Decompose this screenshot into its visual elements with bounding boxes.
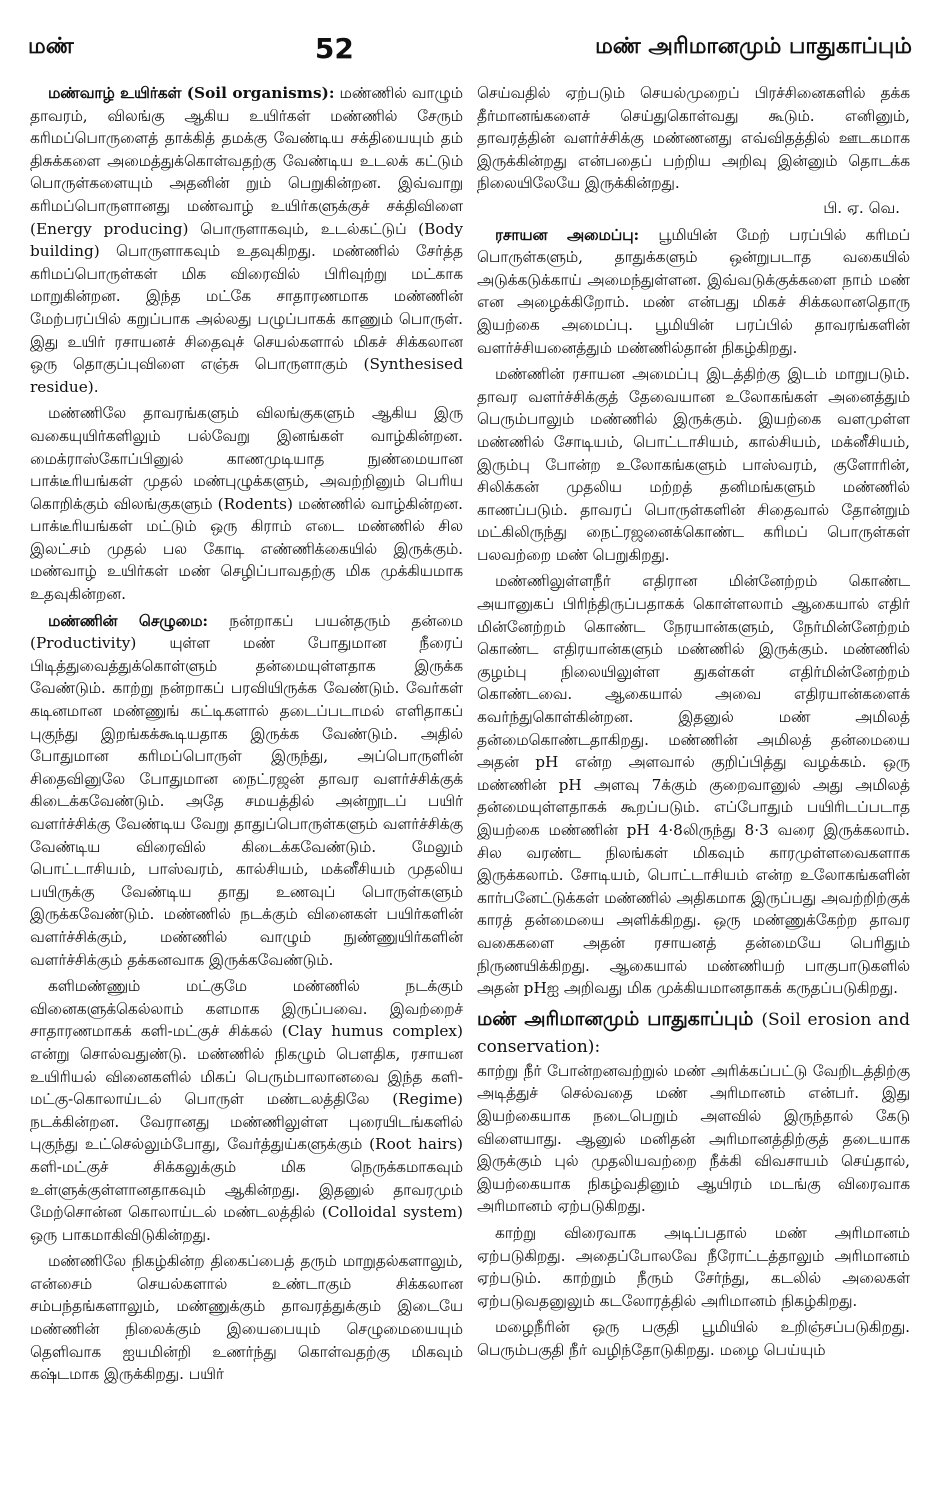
paragraph-soil-fertility (30, 610, 463, 972)
paragraph-lead: மண்வாழ் உயிர்கள் (Soil organisms): (48, 84, 335, 102)
paragraph-body: மண்ணில் வாழும் தாவரம், விலங்கு ஆகிய உயிர்கள் மண்ணில் சேரும் கரிமப்பொருளைத் தாக்கித் தமக்கு வேண்டிய சக்தியையும் தம் திசுக்களை அமைத்துக்கொள்வதற்கு வேண்டிய உடலக் கட்டும் பொருள்களையும் அதனின் றும் பெறுகின்றன. இவ்வாறு கரிமப்பொருளானது மண்வாழ் உயிர்களுக்குச் சக்திவிளை (Energy producing) பொருளாகவும், உடல்கட்டுப் (Body building) பொருளாகவும் உதவுகிறது. மண்ணில் சேர்த்த கரிமப்பொருள்கள் மிக விரைவில் பிரிவுற்று மட்காக மாறுகின்றன. இந்த மட்கே சாதாரணமாக மண்ணின் மேற்பரப்பில் கறுப்பாக அல்லது பழுப்பாகக் காணும் பொருள். இது உயிர் ரசாயனச் சிதைவுச் செயல்களால் மிகச் சிக்கலான ஒரு தொகுப்புவிளை எஞ்சு பொருளாகும் (Synthesised residue). (30, 84, 463, 396)
page-number: 52 (314, 31, 354, 65)
paragraph: காற்று விரைவாக அடிப்பதால் மண் அரிமானம் ஏற்படுகிறது. அதைப்போலவே நீரோட்டத்தாலும் அரிமானம் ஏற்படும். காற்றும் நீரும் சேர்ந்து, கடலில் அலைகள் ஏற்படுவதனுலும் கடலோரத்தில் அரிமானம் நிகழ்கிறது. (477, 1223, 910, 1310)
paragraph: மண்ணின் ரசாயன அமைப்பு இடத்திற்கு இடம் மாறுபடும். தாவர வளர்ச்சிக்குத் தேவையான உலோகங்கள் அனைத்தும் பெரும்பாலும் மண்ணில் இருக்கும். இயற்கை வளமுள்ள மண்ணில் சோடியம், பொட்டாசியம், கால்சியம், மக்னீசியம், இரும்பு போன்ற உலோகங்களும் பாஸ்வரம், குளோரின், சிலிக்கன் முதலிய மற்றத் தனிமங்களும் மண்ணில் காணப்படும். தாவரப் பொருள்களின் சிதைவால் தோன்றும் மட்கிலிருந்து நைட்ரஜனைக்கொண்ட கரிமப் பொருள்கள் பலவற்றை மண் பெறுகிறது. (477, 365, 910, 564)
left-column (30, 82, 463, 1477)
paragraph-body: பூமியின் மேற் பரப்பில் கரிமப் பொருள்களும், தாதுக்களும் ஒன்றுபடாத வகையில் அடுக்கடுக்காய் அமைந்துள்ளன. இவ்வடுக்குக்களை நாம் மண் என அழைக்கிறோம். மண் என்பது மிகச் சிக்கலானதொரு இயற்கை அமைப்பு. பூமியின் பரப்பில் தாவரங்களின் வளர்ச்சியனைத்தும் மண்ணில்தான் நிகழ்கிறது. (477, 225, 910, 357)
paragraph-chemical-composition (477, 224, 910, 360)
paragraph: களிமண்ணும் மட்குமே மண்ணில் நடக்கும் வினைகளுக்கெல்லாம் களமாக இருப்பவை. இவற்றைச் சாதாரணமாகக் களி-மட்குச் சிக்கல் (Clay humus complex) என்று சொல்வதுண்டு. மண்ணில் நிகழும் பௌதிக, ரசாயன உயிரியல் வினைகளில் மிகப் பெரும்பாலானவை இந்த களி-மட்கு-கொலாய்டல் பொருள் மண்டலத்திலே (Regime) நடக்கின்றன. வேரானது மண்ணிலுள்ள புரையிடங்களில் புகுந்து உட்செல்லும்போது, வேர்த்துய்களுக்கும் (Root hairs) களி-மட்குச் சிக்கலுக்கும் மிக நெருக்கமாகவும் உள்ளுக்குள்ளானதாகவும் ஆகின்றது. இதனுல் தாவரமும் மேற்சொன்ன கொலாய்டல் மண்டலத்தில் (Colloidal system) ஒரு பாகமாகிவிடுகின்றது. (30, 977, 463, 1244)
paragraph-lead: மண்ணின் செழுமை: (48, 611, 209, 630)
section-title-english: (Soil erosion and conservation): (477, 1009, 910, 1057)
paragraph: மண்ணிலே நிகழ்கின்ற திகைப்பைத் தரும் மாறுதல்களாலும், என்சைம் செயல்களால் உண்டாகும் சிக்கலான சம்பந்தங்களாலும், மண்ணுக்கும் தாவரத்துக்கும் இடையே மண்ணின் நிலைக்கும் இயைபையும் செழுமையையும் தெளிவாக ஐயமின்றி உணர்ந்து கொள்வதற்கு மிகவும் கஷ்டமாக இருக்கிறது. பயிர் (30, 1252, 463, 1384)
author-initials: பி. ஏ. வெ. (823, 198, 900, 217)
paragraph-soil-organisms (30, 82, 463, 398)
section-heading (477, 1006, 910, 1060)
running-head-right: மண் அரிமானமும் பாதுகாப்பும் (595, 34, 912, 59)
right-column (477, 82, 910, 1477)
paragraph: மழைநீரின் ஒரு பகுதி பூமியில் உறிஞ்சப்படுகிறது. பெரும்பகுதி நீர் வழிந்தோடுகிறது. மழை பெய்யும் (477, 1318, 910, 1359)
paragraph-body: நன்றாகப் பயன்தரும் தன்மை (Productivity) யுள்ள மண் போதுமான நீரைப் பிடித்துவைத்துக்கொள்ளும் தன்மையுள்ளதாக இருக்க வேண்டும். காற்று நன்றாகப் பரவியிருக்க வேண்டும். வேர்கள் கடினமான மண்ணுங் கட்டிகளால் தடைப்படாமல் எளிதாகப் புகுந்து இறங்கக்கூடியதாக இருக்க வேண்டும். அதில் போதுமான கரிமப்பொருள் இருந்து, அப்பொருளின் சிதைவினுலே போதுமான நைட்ரஜன் தாவர வளர்ச்சிக்குக் கிடைக்கவேண்டும். அதே சமயத்தில் அன்றூடப் பயிர் வளர்ச்சிக்கு வேண்டிய வேறு தாதுப்பொருள்களும் வளர்ச்சிக்கு வேண்டிய விரைவில் கிடைக்கவேண்டும். மேலும் பொட்டாசியம், பாஸ்வரம், கால்சியம், மக்னீசியம் முதலிய பயிருக்கு வேண்டிய தாது உணவுப் பொருள்களும் இருக்கவேண்டும். மண்ணில் நடக்கும் வினைகள் பயிர்களின் வளர்ச்சிக்கும், மண்ணில் வாழும் நுண்ணுயிர்களின் வளர்ச்சிக்கும் தக்கனவாக இருக்கவேண்டும். (30, 611, 463, 969)
running-head-left: மண் (28, 34, 74, 59)
paragraph: மண்ணிலே தாவரங்களும் விலங்குகளும் ஆகிய இரு வகையுயிர்களிலும் பல்வேறு இனங்கள் வாழ்கின்றன. மைக்ராஸ்கோப்பினுல் காணமுடியாத நுண்மையான பாக்டீரியங்கள் முதல் மண்புழுக்களும், அவற்றினும் பெரிய கொறிக்கும் விலங்குகளும் (Rodents) மண்ணில் வாழ்கின்றன. பாக்டீரியங்கள் மட்டும் ஒரு கிராம் எடை மண்ணில் சில இலட்சம் முதல் பல கோடி எண்ணிக்கையில் இருக்கும். மண்வாழ் உயிர்கள் மண் செழிப்பாவதற்கு மிக முக்கியமாக உதவுகின்றன. (30, 404, 463, 604)
section-title: மண் அரிமானமும் பாதுகாப்பும் (477, 1007, 754, 1030)
running-head (28, 28, 912, 68)
text-columns (30, 82, 910, 1477)
paragraph-lead: ரசாயன அமைப்பு: (495, 225, 640, 244)
paragraph: மண்ணிலுள்ளநீர் எதிரான மின்னேற்றம் கொண்ட அயானுகப் பிரிந்திருப்பதாகக் கொள்ளலாம் ஆகையால் எதிர் மின்னேற்றம் கொண்ட நேரயான்களும், நேர்மின்னேற்றம் கொண்ட எதிரயான்களும் மண்ணில் இருக்கும். மண்ணில் குழம்பு நிலையிலுள்ள துகள்கள் எதிர்மின்னேற்றம் கொண்டவை. ஆகையால் அவை எதிரயான்களைக் கவர்ந்துகொள்கின்றன. இதனுல் மண் அமிலத் தன்மைகொண்டதாகிறது. மண்ணின் அமிலத் தன்மையை அதன் pH என்ற அளவால் குறிப்பித்து வழக்கம். ஒரு மண்ணின் pH அளவு 7க்கும் குறைவானுல் அது அமிலத் தன்மையுள்ளதாகக் கூறப்படும். எப்போதும் பயிரிடப்படாத இயற்கை மண்ணின் pH 4·8லிருந்து 8·3 வரை இருக்கலாம். சில வரண்ட நிலங்கள் மிகவும் காரமுள்ளவைகளாக இருக்கலாம். சோடியம், பொட்டாசியம் என்ற உலோகங்களின் கார்பனேட்டுக்கள் மண்ணில் அதிகமாக இருப்பது அவற்றிற்குக் காரத் தன்மையை அளிக்கிறது. ஒரு மண்ணுக்கேற்ற தாவர வகைகளை அதன் ரசாயனத் தன்மையே பெரிதும் நிருணயிக்கிறது. ஆகையால் மண்ணியற் பாகுபாடுகளில் அதன் pHஐ அறிவது மிக முக்கியமானதாகக் கருதப்படுகிறது. (477, 572, 910, 998)
paragraph: காற்று நீர் போன்றனவற்றுல் மண் அரிக்கப்பட்டு வேறிடத்திற்கு அடித்துச் செல்வதை மண் அரிமானம் என்பர். இது இயற்கையாக நடைபெறும் அளவில் இருந்தால் கேடு விளையாது. ஆனுல் மனிதன் அரிமானத்திற்குத் தடையாக இருக்கும் புல் முதலியவற்றை நீக்கி விவசாயம் செய்தால், இயற்கையாக நிகழ்வதினும் ஆயிரம் மடங்கு விரைவாக அரிமானம் ஏற்படுகிறது. (477, 1061, 910, 1216)
author-signature (477, 197, 910, 220)
paragraph-continued: செய்வதில் ஏற்படும் செயல்முறைப் பிரச்சினைகளில் தக்க தீர்மானங்களைச் செய்துகொள்வது கூடும். எனினும், தாவரத்தின் வளர்ச்சிக்கு மண்ணனது எவ்விதத்தில் ஊடகமாக இருக்கின்றது என்பதைப் பற்றிய அறிவு இன்னும் தொடக்க நிலையிலேயே இருக்கின்றது. (477, 84, 910, 193)
